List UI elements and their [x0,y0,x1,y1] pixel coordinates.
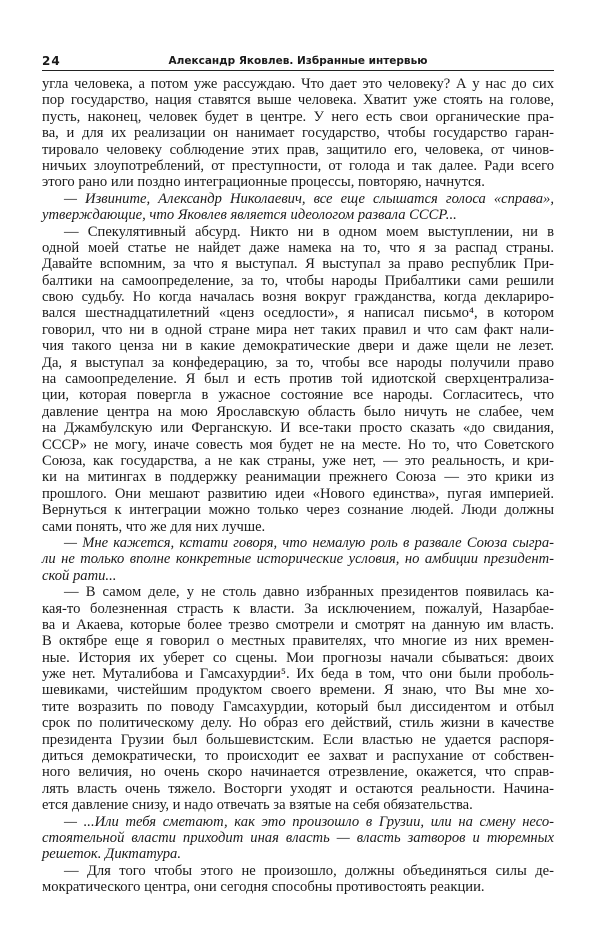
text-line: диться демократически, то происходит ее захват и распухание от собствен- [42,748,554,765]
text-line: балтики на самоопределение, за то, чтобы народы Прибалтики сами решили [42,272,554,289]
text-line: на самоопределение. Я был и есть против той идиотской сверхцентрализа- [42,371,554,388]
interviewer-question [42,191,554,224]
text-line: В октябре еще я говорил о местных правителях, что многие из них времен- [42,633,554,650]
text-line: тите возразить по поводу Гамсахурдии, который был диссидентом и отбыл [42,698,554,715]
page-body [42,76,554,896]
text-line: утверждающие, что Яковлев является идеологом развала СССР... [42,207,457,224]
interviewer-question [42,535,554,584]
text-line: Вернуться к интеграции можно только через сознание людей. Люди должны [42,502,554,519]
answer-paragraph [42,224,554,535]
text-line: ции, которая повергла в ужасное состояние все народы. Согласитесь, что [42,387,554,404]
text-line: — Для того чтобы этого не произошло, должны объединяться силы де- [64,862,554,879]
text-line: угла человека, а потом уже рассуждаю. Что дает это человеку? А у нас до сих [42,76,554,92]
answer-paragraph [42,863,554,896]
text-line: тировало человеку соблюдение этих прав, защитило его, человека, от чинов- [42,141,554,158]
text-line: чия такого ценза ни в какие демократические двери и даже щели не лезет. [42,338,554,355]
text-line: — Мне кажется, кстати говоря, что немалую роль в развале Союза сыгра- [64,534,554,551]
text-line: сами понять, что же для них лучше. [42,518,266,535]
text-line: прошлого. Они мешают развитию идеи «Нового единства», пугая империей. [42,485,554,502]
text-line: ные. История их уберет со сцены. Мои прогнозы начали сбываться: двоих [42,649,554,666]
text-line: одной моей статье не найдет даже намека на то, что я за распад страны. [42,239,554,256]
text-line: — Извините, Александр Николаевич, все еще слышатся голоса «справа», [64,190,554,207]
text-line: срок по политическому делу. Но образ его действий, стиль жизни в качестве [42,715,554,732]
text-line: ется давление снизу, и надо отвечать за взятые на себя обязательства. [42,797,473,814]
text-line: ного величия, но очень скоро начинается отрезвление, окажется, что справ- [42,764,554,781]
text-line: — ...Или тебя сметают, как это произошло в Грузии, или на смену несо- [64,813,554,830]
text-line: мократического центра, они сегодня способны противостоять реакции. [42,879,485,896]
text-line: ли не только вполне конкретные исторические условия, но амбиции президент- [42,551,554,568]
text-line: Да, я выступал за конфедерацию, за то, чтобы все народы получили право [42,354,554,371]
text-line: — Спекулятивный абсурд. Никто ни в одном моем выступлении, ни в [64,223,554,240]
text-line: уже нет. Муталибова и Гамсахурдии⁵. Их беда в том, что они были проболь- [42,666,554,683]
text-line: кая-то болезненная страсть к власти. За исключением, пожалуй, Назарбае- [42,600,554,617]
text-line: Союза, как государства, а не как страны, уже нет, — это реальность, и кри- [42,452,554,469]
text-line: пусть, наконец, человек будет в центре. У него есть свои органические пра- [42,108,554,125]
text-line: решеток. Диктатура. [42,846,181,863]
text-line: ва и Акаева, которые более трезво смотрели и смотрят на данную им власть. [42,616,554,633]
text-line: ва, и для их реализации он нанимает государство, чтобы государство гаран- [42,125,554,142]
running-title: Александр Яковлев. Избранные интервью [168,55,428,67]
text-line: давление центра на мою Ярославскую область было ничуть не слабее, чем [42,403,554,420]
answer-paragraph [42,584,554,813]
page-number: 24 [42,54,61,68]
text-line: Давайте вспомним, за что я выступал. Я выступал за право республик При- [42,256,554,273]
text-line: ской рати... [42,567,117,584]
running-header [42,52,554,71]
text-line: ничьих злоупотреблений, от преступности, от голода и так далее. Ради всего [42,157,554,174]
text-line: ки на митингах в поддержку реанимации прежнего Союза — это крики из [42,469,554,486]
answer-paragraph [42,76,554,191]
interviewer-question [42,814,554,863]
text-line: президента Грузии был большевистским. Если властью не удается распоря- [42,731,554,748]
text-line: лять власть очень тяжело. Восторги уходят и остаются реальности. Начина- [42,780,554,797]
text-line: пор государство, нация ставятся выше человека. Хватит уже стоять на голове, [42,92,554,109]
text-line: говорил, что ни в одной стране мира нет таких правил и что сам факт нали- [42,321,554,338]
text-line: СССР» не могу, иначе совесть моя будет не на месте. Но то, что Советского [42,436,554,453]
text-line: на Джамбулскую или Ферганскую. И все-таки просто сказать «до свидания, [42,420,554,437]
text-line: — В самом деле, у не столь давно избранных президентов появилась ка- [64,584,554,601]
text-line: свою судьбу. Но когда началась возня вокруг гражданства, когда деклариро- [42,289,554,306]
text-line: этого рано или поздно интеграционные процессы, повторяю, начнутся. [42,174,485,191]
text-line: стоятельной власти приходит иная власть — власть затворов и тюремных [42,829,554,846]
text-line: вался шестнадцатилетний «ценз оседлости», я написал письмо⁴, в котором [42,305,554,322]
text-line: шевиками, чистейшим продуктом своего времени. Я знаю, что Вы мне хо- [42,682,554,699]
